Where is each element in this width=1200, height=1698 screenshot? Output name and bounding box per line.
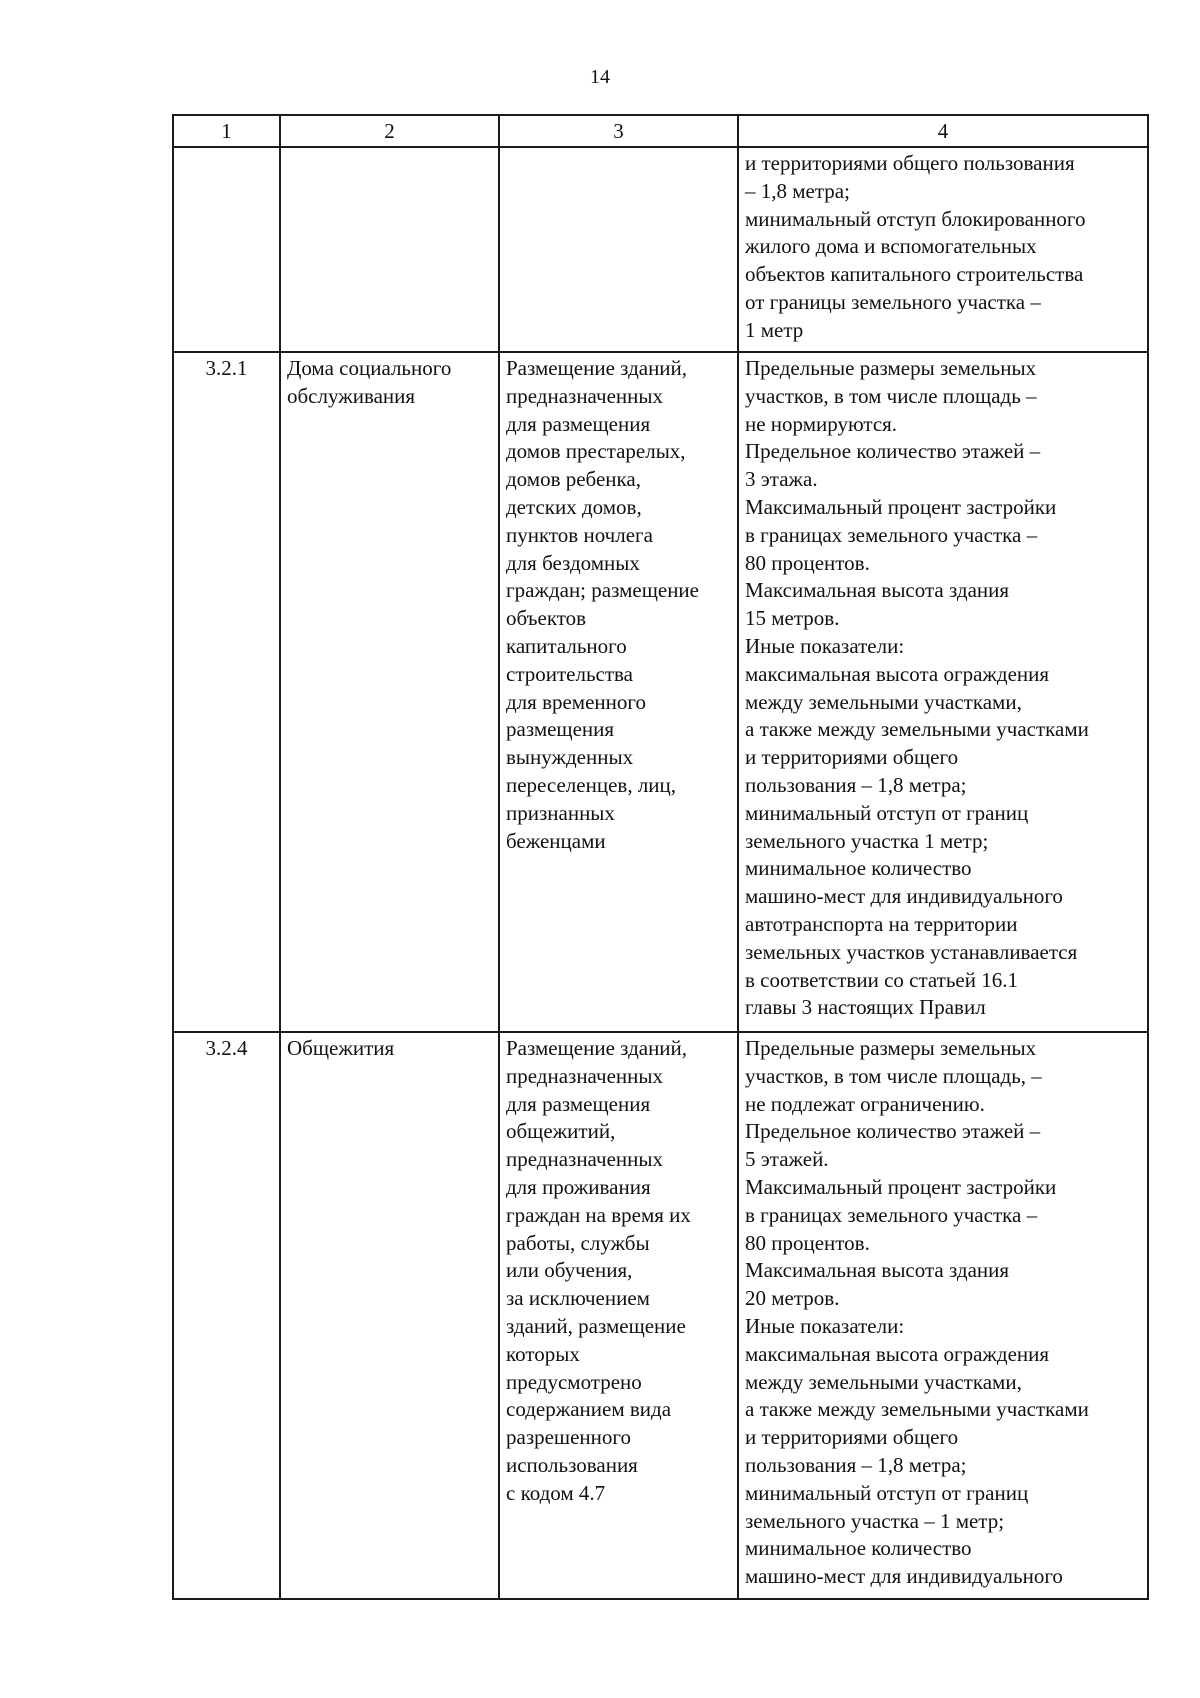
page-number: 14 [590,66,610,88]
row-parameters-cell: Предельные размеры земельных участков, в том числе площадь – не нормируются. Предельное количество этажей – 3 этажа. Максимальный процент застройки в границах земельного участка – 80 процентов. Максимальная высота здания 15 метров. Иные показатели: максимальная высота ограждения между земельными участками, а также между земельными участками и территориями общего пользования – 1,8 метра; минимальный отступ от границ земельного участка 1 метр; минимальное количество машино-мест для индивидуального автотранспорта на территории земельных участков устанавливается в соответствии со статьей 16.1 главы 3 настоящих Правил [738,352,1148,1032]
table-row-continuation [173,147,1148,352]
row-name-cell: Общежития [280,1032,499,1599]
row-name-cell [280,147,499,352]
table-row [173,352,1148,1032]
row-description-cell [499,147,738,352]
table-header [173,115,1148,147]
row-name-cell: Дома социального обслуживания [280,352,499,1032]
header-row [173,115,1148,147]
row-description-cell: Размещение зданий, предназначенных для размещения общежитий, предназначенных для проживания граждан на время их работы, службы или обучения, за исключением зданий, размещение которых предусмотрено содержанием вида разрешенного использования с кодом 4.7 [499,1032,738,1599]
row-description-cell: Размещение зданий, предназначенных для размещения домов престарелых, домов ребенка, детских домов, пунктов ночлега для бездомных граждан; размещение объектов капитального строительства для временного размещения вынужденных переселенцев, лиц, признанных беженцами [499,352,738,1032]
table-body [173,147,1148,1599]
column-header-3: 3 [499,115,738,147]
row-parameters-cell: и территориями общего пользования – 1,8 метра; минимальный отступ блокированного жилого дома и вспомогательных объектов капитального строительства от границы земельного участка – 1 метр [738,147,1148,352]
row-parameters-cell: Предельные размеры земельных участков, в том числе площадь, – не подлежат ограничению. Предельное количество этажей – 5 этажей. Максимальный процент застройки в границах земельного участка – 80 процентов. Максимальная высота здания 20 метров. Иные показатели: максимальная высота ограждения между земельными участками, а также между земельными участками и территориями общего пользования – 1,8 метра; минимальный отступ от границ земельного участка – 1 метр; минимальное количество машино-мест для индивидуального [738,1032,1148,1599]
row-code-cell: 3.2.1 [173,352,280,1032]
column-header-2: 2 [280,115,499,147]
table-row [173,1032,1148,1599]
land-use-table [172,114,1149,1600]
row-code-cell [173,147,280,352]
row-code-cell: 3.2.4 [173,1032,280,1599]
column-header-1: 1 [173,115,280,147]
column-header-4: 4 [738,115,1148,147]
